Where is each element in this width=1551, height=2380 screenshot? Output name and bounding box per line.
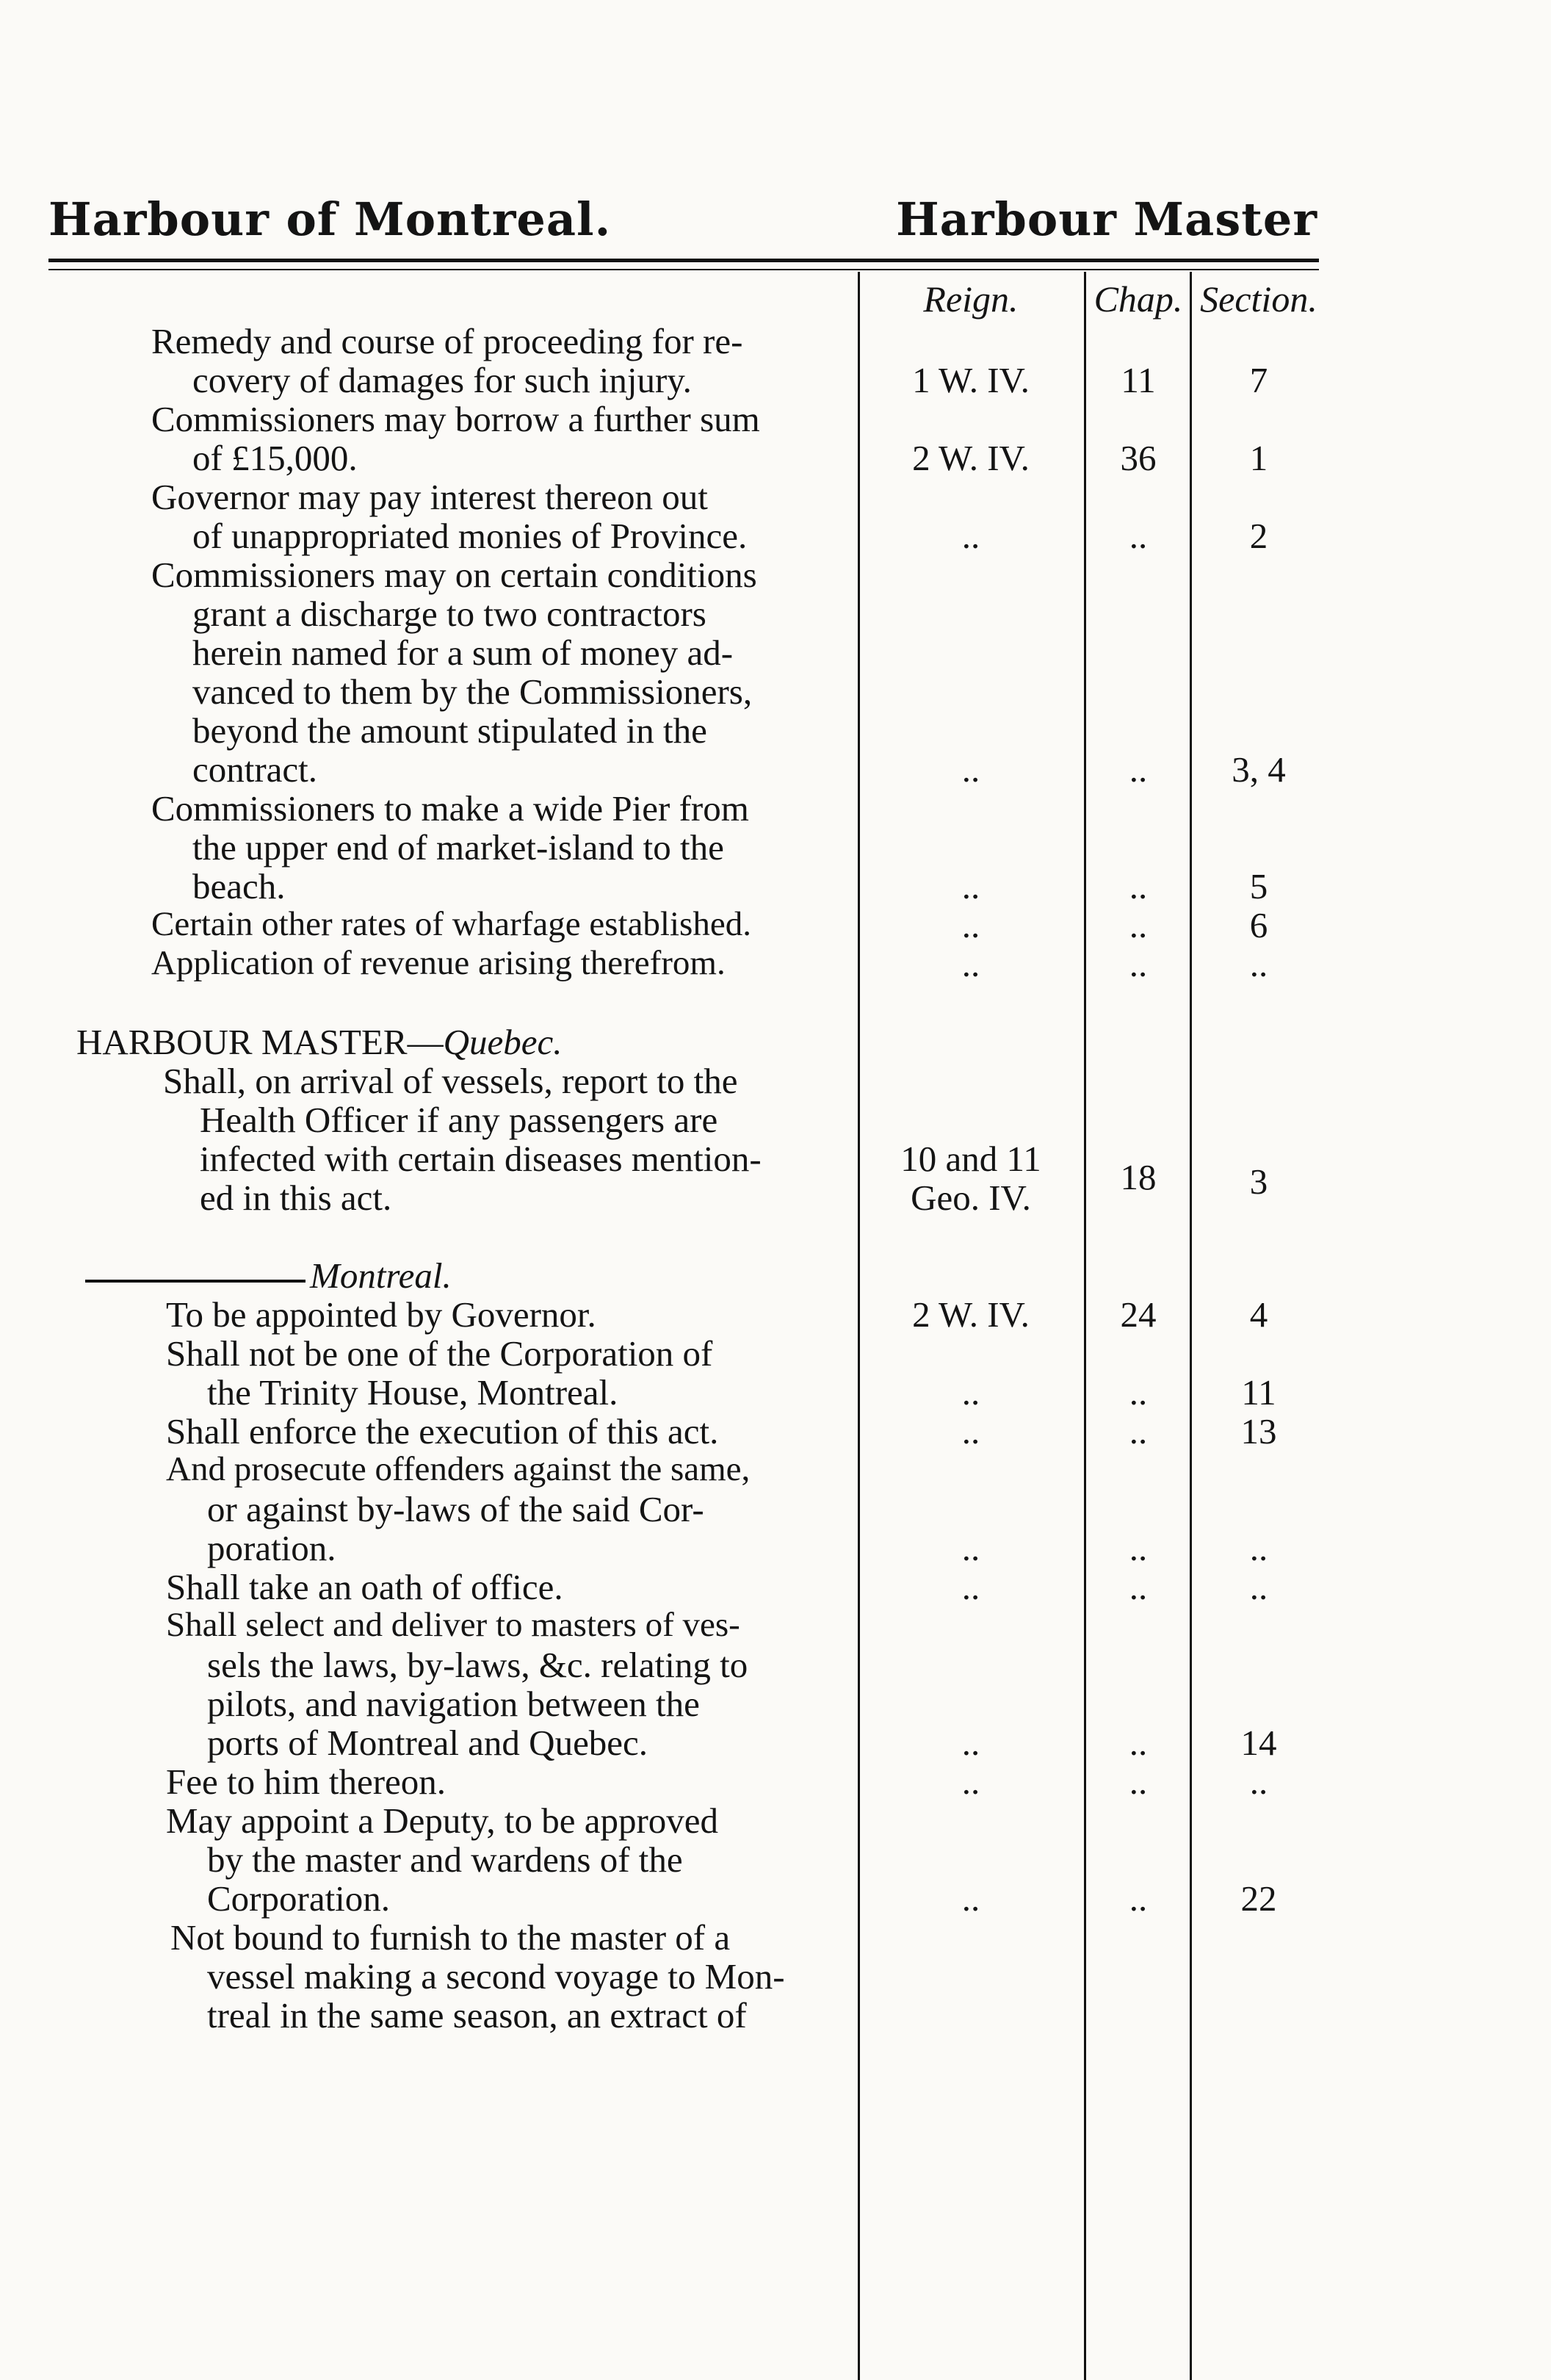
entry-line: treal in the same season, an extract of: [207, 1995, 747, 2035]
entry-line: To be appointed by Governor.: [166, 1294, 596, 1335]
section-heading-place: Quebec.: [443, 1022, 563, 1062]
chap-cell: ..: [1129, 905, 1148, 945]
reign-cell: ..: [961, 1528, 980, 1568]
reign-cell: 2 W. IV.: [912, 1294, 1030, 1335]
entry-line: Shall take an oath of office.: [166, 1567, 563, 1607]
reign-cell: 1 W. IV.: [912, 360, 1030, 400]
section-cell: 13: [1240, 1411, 1277, 1452]
chap-cell: 24: [1120, 1294, 1157, 1335]
column-header-chap: Chap.: [1093, 278, 1183, 320]
running-header-left: Harbour of Montreal.: [48, 192, 612, 246]
entry-line: pilots, and navigation between the: [207, 1684, 700, 1724]
chap-cell: 18: [1120, 1157, 1157, 1197]
chap-cell: ..: [1129, 1372, 1148, 1413]
entry-line: Remedy and course of proceeding for re-: [151, 321, 743, 361]
reign-cell: ..: [961, 905, 980, 945]
reign-cell: ..: [961, 1878, 980, 1919]
section-cell: 4: [1249, 1294, 1268, 1335]
entry-line: May appoint a Deputy, to be approved: [166, 1800, 719, 1841]
section-cell: 5: [1249, 866, 1268, 906]
reign-cell: ..: [961, 944, 980, 984]
entry-line: Commissioners to make a wide Pier from: [151, 788, 749, 829]
entry-line: ports of Montreal and Quebec.: [207, 1723, 648, 1763]
entry-line: Shall enforce the execution of this act.: [166, 1411, 719, 1452]
section-cell: 2: [1249, 516, 1268, 556]
section-cell: ..: [1249, 1528, 1268, 1568]
chap-cell: ..: [1129, 1528, 1148, 1568]
reign-cell: ..: [961, 1723, 980, 1763]
chap-cell: ..: [1129, 1723, 1148, 1763]
entry-line: herein named for a sum of money ad-: [192, 632, 734, 673]
entry-line: Shall select and deliver to masters of ves-: [166, 1606, 740, 1644]
header-rule-thick: [48, 259, 1319, 262]
chap-cell: ..: [1129, 516, 1148, 556]
reign-cell: ..: [961, 516, 980, 556]
chap-cell: ..: [1129, 1878, 1148, 1919]
reign-cell: 2 W. IV.: [912, 438, 1030, 478]
section-cell: 11: [1241, 1372, 1276, 1413]
chap-cell: 36: [1120, 438, 1157, 478]
reign-cell: ..: [961, 1372, 980, 1413]
entry-line: Shall not be one of the Corporation of: [166, 1333, 713, 1374]
chap-cell: ..: [1129, 1761, 1148, 1802]
entry-line: the Trinity House, Montreal.: [207, 1372, 618, 1413]
section-cell: 7: [1249, 360, 1268, 400]
entry-line: Commissioners may borrow a further sum: [151, 399, 760, 439]
entry-line: contract.: [192, 749, 318, 790]
entry-line: beyond the amount stipulated in the: [192, 710, 707, 751]
reign-cell: ..: [961, 1761, 980, 1802]
entry-line: poration.: [207, 1528, 336, 1568]
chap-cell: ..: [1129, 1567, 1148, 1607]
entry-line: ed in this act.: [200, 1178, 392, 1218]
chap-cell: 11: [1121, 360, 1156, 400]
entry-line: of unappropriated monies of Province.: [192, 516, 748, 556]
section-cell: 14: [1240, 1723, 1277, 1763]
reign-cell: ..: [961, 749, 980, 790]
header-rule-thin: [48, 269, 1319, 270]
section-heading-quebec: [76, 1024, 563, 1060]
entry-line: of £15,000.: [192, 438, 358, 478]
reign-cell: ..: [961, 866, 980, 906]
entry-line: Fee to him thereon.: [166, 1761, 446, 1802]
section-cell: 3: [1249, 1161, 1268, 1202]
entry-line: or against by-laws of the said Cor-: [207, 1489, 704, 1529]
reign-cell: ..: [961, 1411, 980, 1452]
entry-line: beach.: [192, 866, 286, 906]
section-cell: ..: [1249, 1761, 1268, 1802]
section-cell: ..: [1249, 1567, 1268, 1607]
entry-line: Health Officer if any passengers are: [200, 1100, 718, 1140]
chap-cell: ..: [1129, 866, 1148, 906]
column-divider-section: [1190, 272, 1192, 2380]
entry-line: Corporation.: [207, 1878, 391, 1919]
entry-line: Not bound to furnish to the master of a: [170, 1917, 731, 1958]
entry-line: vessel making a second voyage to Mon-: [207, 1956, 785, 1997]
running-header-right: Harbour Master: [896, 192, 1317, 246]
column-divider-chap: [1084, 272, 1086, 2380]
ditto-dash: [85, 1280, 306, 1283]
chap-cell: ..: [1129, 749, 1148, 790]
chap-cell: ..: [1129, 944, 1148, 984]
entry-line: vanced to them by the Commissioners,: [192, 671, 753, 712]
column-header-reign: Reign.: [923, 278, 1019, 320]
entry-line: Shall, on arrival of vessels, report to the: [163, 1061, 738, 1101]
column-divider-reign: [858, 272, 860, 2380]
entry-line: infected with certain diseases mention-: [200, 1139, 762, 1179]
entry-line: by the master and wardens of the: [207, 1839, 683, 1880]
chap-cell: ..: [1129, 1411, 1148, 1452]
section-heading-montreal: Montreal.: [310, 1255, 452, 1296]
entry-line: Governor may pay interest thereon out: [151, 477, 708, 517]
entry-line: Commissioners may on certain conditions: [151, 555, 757, 595]
reign-cell: 10 and 11: [900, 1139, 1041, 1179]
section-cell: ..: [1249, 944, 1268, 984]
entry-line: Application of revenue arising therefrom.: [151, 944, 726, 982]
entry-line: Certain other rates of wharfage established.: [151, 905, 751, 943]
reign-cell: Geo. IV.: [911, 1178, 1031, 1218]
column-header-section: Section.: [1200, 278, 1317, 320]
section-heading-label: HARBOUR MASTER—: [76, 1022, 444, 1062]
section-cell: 22: [1240, 1878, 1277, 1919]
entry-line: the upper end of market-island to the: [192, 827, 724, 868]
entry-line: covery of damages for such injury.: [192, 360, 692, 400]
section-cell: 1: [1249, 438, 1268, 478]
entry-line: grant a discharge to two contractors: [192, 594, 706, 634]
section-cell: 6: [1249, 905, 1268, 945]
section-cell: 3, 4: [1232, 749, 1286, 790]
reign-cell: ..: [961, 1567, 980, 1607]
entry-line: sels the laws, by-laws, &c. relating to: [207, 1645, 748, 1685]
entry-line: And prosecute offenders against the same,: [166, 1450, 751, 1488]
